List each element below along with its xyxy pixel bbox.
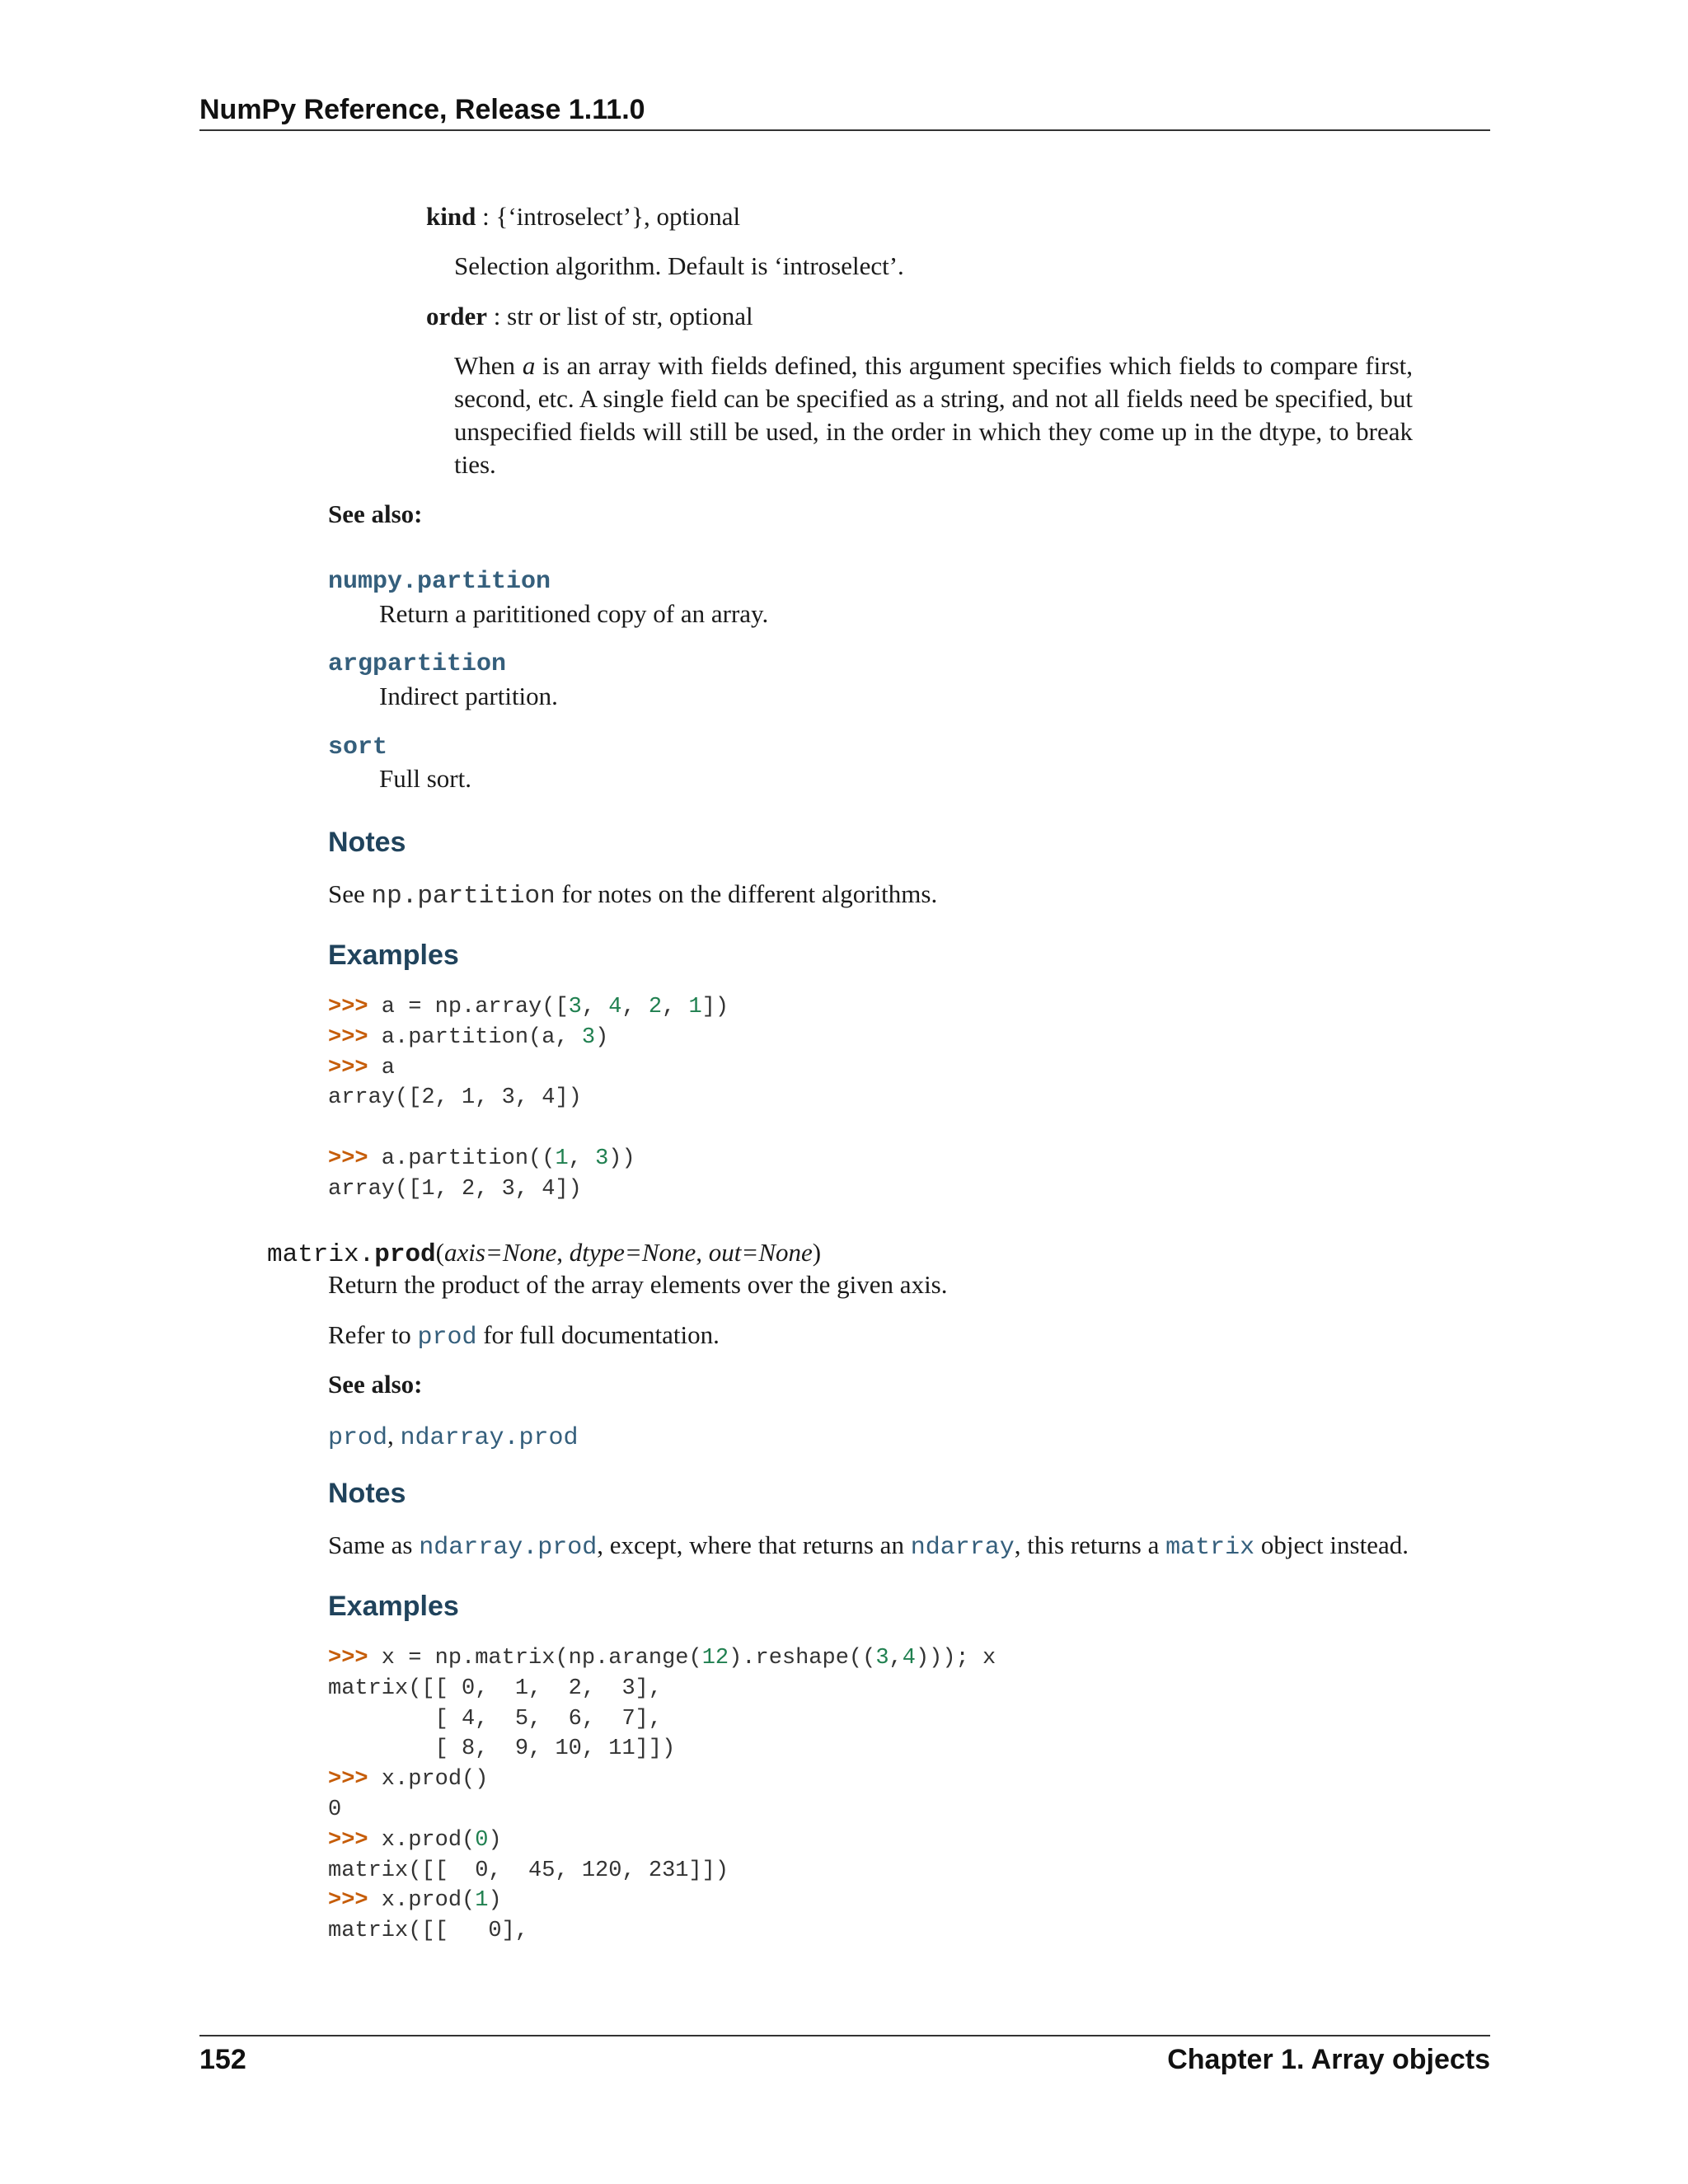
footer-rule (199, 2035, 1490, 2036)
examples-heading: Examples (328, 1591, 459, 1622)
header-rule (199, 129, 1490, 131)
see-also-desc: Return a parititioned copy of an array. (379, 599, 769, 628)
running-header: NumPy Reference, Release 1.11.0 (199, 94, 645, 125)
notes-heading: Notes (328, 1478, 406, 1509)
param-name: order (426, 302, 488, 330)
link-ndarray-prod[interactable]: ndarray.prod (419, 1534, 598, 1562)
param-order: order : str or list of str, optional (426, 302, 753, 330)
notes-heading: Notes (328, 827, 406, 858)
see-also-label: See also: (328, 499, 423, 528)
method-summary: Return the product of the array elements over the given axis. (328, 1270, 948, 1299)
method-name: prod (374, 1240, 436, 1269)
examples-heading: Examples (328, 940, 459, 971)
see-also-link-numpy-partition[interactable]: numpy.partition (328, 568, 551, 596)
link-matrix[interactable]: matrix (1165, 1534, 1255, 1562)
code-block: >>> x = np.matrix(np.arange(12).reshape((3,4))); x matrix([[ 0, 1, 2, 3], [ 4, 5, 6, 7], [ 8, 9, 10, 11]]) >>> x.prod() 0 >>> x.prod(0) matrix([[ 0, 45, 120, 231]]) >>> x.prod(1) matrix([[ 0], (328, 1646, 996, 1944)
inline-code: np.partition (371, 882, 556, 911)
see-also-link-sort[interactable]: sort (328, 733, 388, 762)
link-ndarray-prod[interactable]: ndarray.prod (400, 1424, 579, 1452)
see-also-desc: Full sort. (379, 764, 471, 793)
page-number: 152 (199, 2044, 246, 2075)
chapter-title: Chapter 1. Array objects (1167, 2044, 1490, 2075)
link-prod[interactable]: prod (328, 1424, 388, 1452)
param-name: kind (426, 202, 476, 231)
param-order-desc: When a is an array with fields defined, this argument specifies which fields to compare first, second, etc. A single field can be specified as a string, and not all fields need be specified, but unspecified fields will still be used, in the order in which they come up in the dtype, to break ties. (454, 351, 1413, 479)
link-prod[interactable]: prod (417, 1324, 477, 1352)
code-block: >>> a = np.array([3, 4, 2, 1]) >>> a.partition(a, 3) >>> a array([2, 1, 3, 4]) >>> a.partition((1, 3)) array([1, 2, 3, 4]) (328, 995, 729, 1202)
method-refer: Refer to prod for full documentation. (328, 1320, 720, 1352)
see-also-link-argpartition[interactable]: argpartition (328, 650, 507, 678)
see-also-desc: Indirect partition. (379, 682, 558, 710)
param-kind-desc: Selection algorithm. Default is ‘introselect’. (454, 251, 904, 280)
param-type: {‘introselect’}, optional (495, 202, 741, 231)
link-ndarray[interactable]: ndarray (910, 1534, 1015, 1562)
method-signature: matrix.prod(axis=None, dtype=None, out=None) (267, 1238, 822, 1269)
see-also-links: prod, ndarray.prod (328, 1421, 579, 1452)
param-type: str or list of str, optional (507, 302, 753, 330)
notes-text: Same as ndarray.prod, except, where that returns an ndarray, this returns a matrix object instead. (328, 1530, 1409, 1562)
notes-text: See np.partition for notes on the different algorithms. (328, 879, 938, 911)
param-kind: kind : {‘introselect’}, optional (426, 202, 741, 231)
see-also-label: See also: (328, 1370, 423, 1399)
